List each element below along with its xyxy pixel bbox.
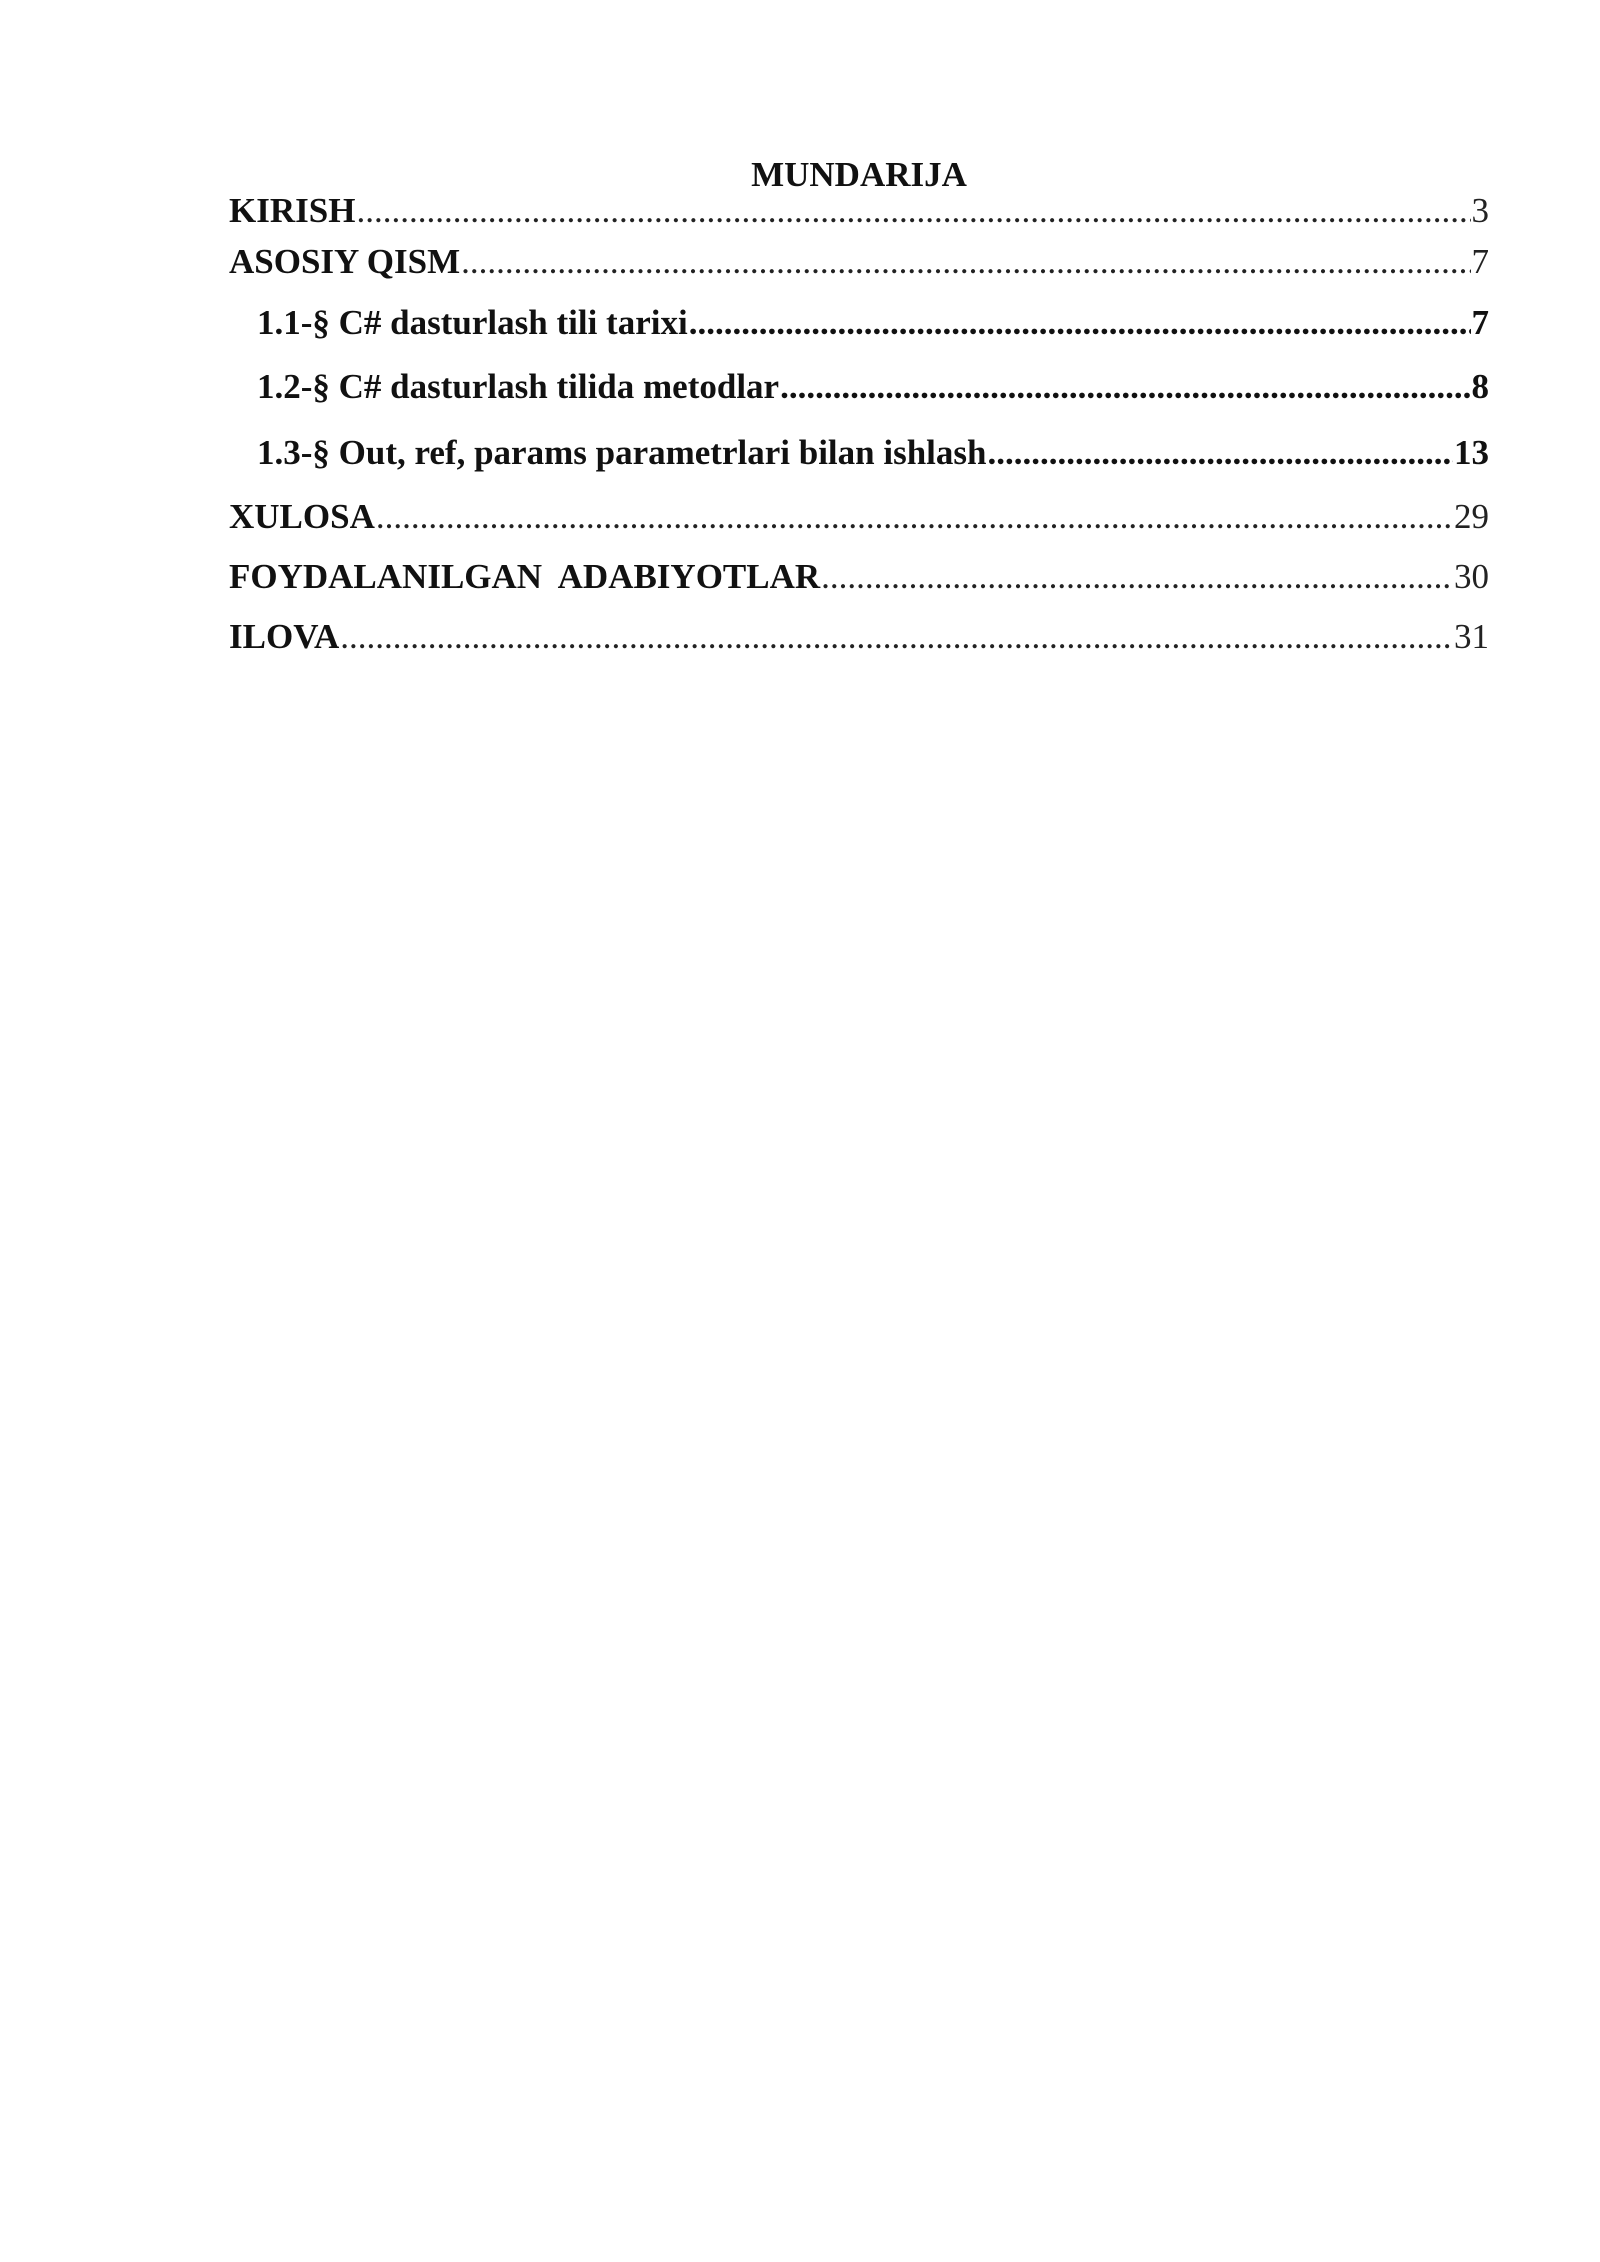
toc-page-number: 8 (1471, 367, 1489, 406)
toc-page-number: 31 (1454, 617, 1489, 656)
toc-entry-section-1-2[interactable] (229, 354, 1489, 420)
toc-entry-foydalanilgan-adabiyotlar[interactable] (229, 548, 1489, 606)
table-of-contents (229, 150, 1489, 668)
dot-leader (689, 292, 1471, 354)
toc-entry-label: 1.3-§ Out, ref, params parametrlari bilan ishlash (257, 433, 987, 472)
toc-entry-label: 1.2-§ C# dasturlash tilida metodlar (257, 367, 780, 406)
toc-page-number: 13 (1454, 433, 1489, 472)
toc-page-number: 7 (1471, 303, 1489, 342)
toc-entry-asosiy-qism[interactable] (229, 232, 1489, 292)
toc-page-number: 7 (1471, 242, 1489, 281)
toc-page-number: 29 (1454, 497, 1489, 536)
toc-entry-label: 1.1-§ C# dasturlash tili tarixi (257, 303, 688, 342)
toc-entry-label: FOYDALANILGAN ADABIYOTLAR (229, 557, 821, 596)
toc-entry-label: XULOSA (229, 497, 375, 536)
toc-entry-label: ASOSIY QISM (229, 242, 461, 281)
toc-entry-label: ILOVA (229, 617, 340, 656)
dot-leader (376, 486, 1453, 548)
toc-entry-label: KIRISH (229, 191, 356, 230)
toc-entry-kirish[interactable] (229, 190, 1489, 232)
dot-leader (356, 190, 1470, 232)
dot-leader (461, 232, 1470, 292)
toc-entry-xulosa[interactable] (229, 486, 1489, 548)
toc-entry-section-1-3[interactable] (229, 420, 1489, 486)
toc-page-number: 3 (1471, 191, 1489, 230)
dot-leader (340, 606, 1453, 668)
dot-leader (780, 354, 1470, 420)
toc-entry-section-1-1[interactable] (229, 292, 1489, 354)
dot-leader (987, 420, 1453, 486)
dot-leader (821, 548, 1453, 606)
toc-title: MUNDARIJA (751, 155, 967, 194)
toc-page-number: 30 (1454, 557, 1489, 596)
toc-entry-ilova[interactable] (229, 606, 1489, 668)
